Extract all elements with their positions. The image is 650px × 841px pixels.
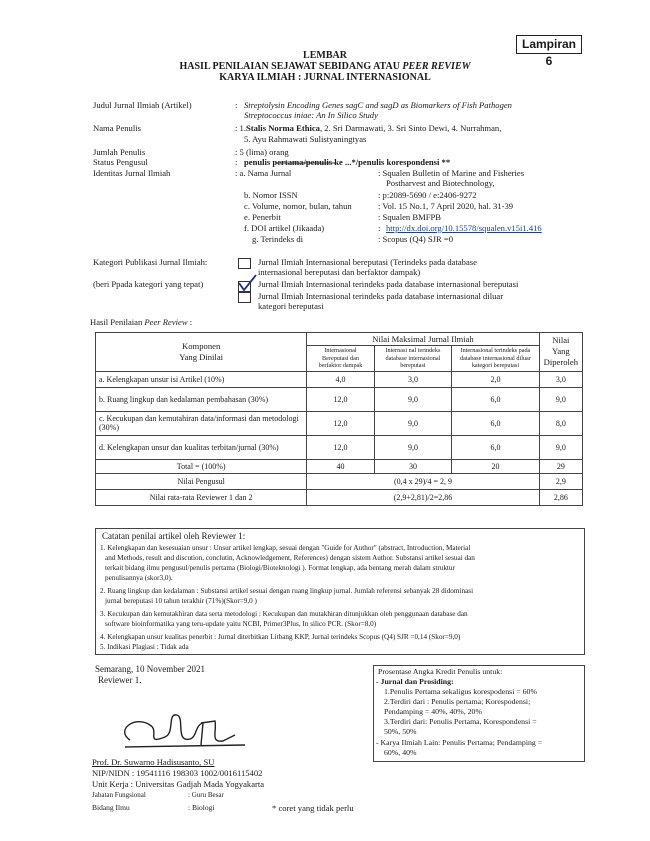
row-value-2: 3,0: [374, 371, 451, 387]
total-value-3: 20: [452, 459, 540, 473]
col-header-diluar: Internasional terindeks pada database internasional diluar kategori bereputasi: [452, 346, 540, 372]
score-table: [95, 332, 583, 506]
table-row: [96, 371, 583, 387]
row-score: 9,0: [539, 435, 582, 459]
issn-value: : p:2089-5690 / e:2406-9272: [378, 190, 477, 200]
col-header-bereputasi: Internasional Bereputasi dan berfaktor dampak: [307, 346, 374, 372]
prosentase-line-1: - Jurnal dan Prosiding:: [376, 677, 454, 686]
kategori-label: Kategori Publikasi Jurnal Ilmiah:: [93, 257, 208, 267]
rata-label: Nilai rata-rata Reviewer 1 dan 2: [96, 489, 307, 505]
title-line-1: LEMBAR: [303, 50, 347, 61]
nama-jurnal-label: : a. Nama Jurnal: [235, 168, 292, 178]
volume-value: : Vol. 15 No.1, 7 April 2020, hal. 31-39: [378, 201, 514, 211]
title-line-2-text: HASIL PENILAIAN SEJAWAT SEBIDANG ATAU: [179, 61, 403, 72]
total-label: Total = (100%): [96, 459, 307, 473]
pengusul-formula: (0,4 x 29)/4 = 2, 9: [307, 473, 539, 489]
terindeks-value: : Scopus (Q4) SJR =0: [378, 234, 454, 244]
penerbit-value: : Squalen BMFPB: [378, 212, 442, 222]
category-checkbox-3[interactable]: [238, 292, 251, 303]
doi-colon: :: [378, 223, 381, 233]
table-row: [96, 411, 583, 435]
prosentase-line-6: 50%, 50%: [384, 727, 417, 736]
category-option-2: Jurnal Ilmiah Internasional terindeks pada database internasional bereputasi: [258, 279, 519, 289]
bidang-label: Bidang Ilmu: [92, 803, 130, 812]
nama-jurnal-value-1: : Squalen Bulletin of Marine and Fisheries: [378, 168, 525, 178]
rata-formula: (2,9+2,81)/2=2,86: [307, 489, 539, 505]
penulis-value-1: : 1.Stalis Norma Ethica, 2. Sri Darmawati, 3. Sri Sinto Dewi, 4. Nurrahman,: [235, 123, 502, 133]
row-value-3: 6,0: [452, 411, 540, 435]
category-checkbox-1[interactable]: [238, 258, 251, 269]
row-value-1: 12,0: [307, 387, 374, 411]
title-line-2-italic: PEER REVIEW: [402, 61, 471, 72]
reviewer-unit: Unit Kerja : Universitas Gadjah Mada Yogyakarta: [92, 779, 265, 789]
lampiran-label: Lampiran 6: [516, 35, 582, 54]
total-row: [96, 459, 583, 473]
place-date: Semarang, 10 November 2021: [95, 664, 205, 674]
note-5: 5. Indikasi Plagiasi : Tidak ada: [100, 643, 189, 651]
note-1-line-1: 1. Kelengkapan dan kesesuaian unsur : Unsur artikel lengkap, sesuai dengan "Guide for Author" (abstract, Introduction, Material: [100, 544, 471, 552]
notes-title: Catatan penilai artikel oleh Reviewer 1:: [102, 531, 246, 541]
pengusul-label: Nilai Pengusul: [96, 473, 307, 489]
jabatan-label: Jabatan Fungsional: [92, 791, 146, 799]
penulis-rest: , 2. Sri Darmawati, 3. Sri Sinto Dewi, 4. Nurrahman,: [319, 123, 502, 133]
penerbit-label: e. Penerbit: [244, 212, 281, 222]
category-option-1-line-2: internasional bereputasi dan berfaktor dampak): [258, 267, 421, 277]
prosentase-line-2: 1.Penulis Pertama sekaligus korespodensi = 60%: [384, 687, 537, 696]
strikethrough-mark: [275, 158, 375, 168]
penulis-label: Nama Penulis: [93, 123, 141, 133]
row-label: a. Kelengkapan unsur isi Artikel (10%): [96, 371, 307, 387]
judul-value-2: Streptococcus iniae: An In Silico Study: [244, 110, 378, 120]
row-value-3: 2,0: [452, 371, 540, 387]
note-1-line-4: penulisannya (skor3,0).: [105, 574, 173, 582]
signature-image: [105, 695, 255, 755]
reviewer-label: Reviewer 1.: [98, 675, 142, 685]
category-option-1-line-1: Jurnal Ilmiah Internasional bereputasi (Terindeks pada database: [258, 257, 477, 267]
nama-jurnal-value-2: Postharvest and Biotechnology,: [386, 178, 495, 188]
kategori-hint: (beri Ppada kategori yang tepat): [93, 279, 204, 289]
jabatan-value: : Guru Besar: [188, 791, 224, 799]
row-value-1: 12,0: [307, 411, 374, 435]
category-option-3-line-1: Jurnal Ilmiah Internasional terindeks pada database internasional diluar: [258, 291, 504, 301]
note-3-line-2: software bioinformatika yang teru-update yaitu NCBI, Primer3Plus, In silico PCR. (Skor=8,0): [105, 620, 377, 628]
bidang-value: : Biologi: [188, 803, 215, 812]
rata-row: [96, 489, 583, 505]
rata-value: 2,86: [539, 489, 582, 505]
nilai-diperoleh-header: Nilai Yang Diperoleh: [539, 333, 582, 372]
row-label: d. Kelengkapan unsur dan kualitas terbitan/jurnal (30%): [96, 435, 307, 459]
row-label: c. Kecukupan dan kemutahiran data/informasi dan metodologi (30%): [96, 411, 307, 435]
category-option-3-line-2: kategori bereputasi: [258, 301, 324, 311]
table-row: [96, 435, 583, 459]
row-value-1: 12,0: [307, 435, 374, 459]
row-value-1: 4,0: [307, 371, 374, 387]
komponen-header: Komponen Yang Dinilai: [96, 333, 307, 372]
row-label: b. Ruang lingkup dan kedalaman pembahasan (30%): [96, 387, 307, 411]
doi-label: f. DOI artikel (Jikaada): [244, 223, 325, 233]
title-line-3: KARYA ILMIAH : JURNAL INTERNASIONAL: [219, 72, 431, 83]
penulis-first-author: Stalis Norma Ethica: [245, 123, 320, 133]
note-2-line-1: 2. Ruang lingkup dan kedalaman : Substansi artikel sesuai dengan ruang lingkup jurnal. Jumlah referensi sebanyak 28 didominasi: [100, 587, 474, 595]
row-value-3: 6,0: [452, 387, 540, 411]
row-value-2: 9,0: [374, 411, 451, 435]
jumlah-value: : 5 (lima) orang: [235, 147, 289, 157]
prosentase-line-5: 3.Terdiri dari: Penulis Pertama, Korespondensi =: [384, 717, 537, 726]
judul-label: Judul Jurnal Ilmiah (Artikel): [93, 100, 192, 110]
issn-label: b. Nomor ISSN: [244, 190, 298, 200]
note-2-line-2: jurnal bereputasi 10 tahun terakhir (71%)(Skor=9,0 ): [105, 597, 257, 605]
penulis-value-2: 5. Ayu Rahmawati Sulistyaningtyas: [244, 134, 367, 144]
row-value-2: 9,0: [374, 387, 451, 411]
hasil-penilaian-label: Hasil Penilaian Peer Review :: [90, 317, 193, 327]
row-score: 3,0: [539, 371, 582, 387]
pengusul-value: 2,9: [539, 473, 582, 489]
prosentase-line-4: Pendamping = 40%, 40%, 20%: [384, 707, 482, 716]
judul-colon: :: [235, 100, 238, 110]
table-row: [96, 387, 583, 411]
title-line-2: [0, 61, 650, 72]
total-score: 29: [539, 459, 582, 473]
reviewer-notes-box: [95, 528, 585, 655]
note-3-line-1: 3. Kecukupan dan kemutakhiran data serta metodologi : Kecukupan dan mutakhiran ditunjukkan oleh penggunaan database dan: [100, 610, 468, 618]
jumlah-label: Jumlah Penulis: [93, 147, 146, 157]
prosentase-line-7: - Karya Ilmiah Lain: Penulis Pertama; Pendamping =: [376, 738, 543, 747]
terindeks-label: g. Terindeks di: [252, 234, 304, 244]
judul-value-1: Streptolysin Encoding Genes sagC and sagD as Biomarkers of Fish Pathogen: [244, 100, 512, 110]
col-header-terindeks: Internasi nal terindeks database internasional bereputasi: [374, 346, 451, 372]
reviewer-name: Prof. Dr. Suwarno Hadisusanto, SU: [92, 757, 215, 767]
note-1-line-2: and Methods, result and discution, conclutin, Acknowledgement, References) dengan sistem Author. Substansi artikel sesuai dan: [105, 554, 475, 562]
identitas-label: Identitas Jurnal Ilmiah: [93, 168, 171, 178]
row-score: 8,0: [539, 411, 582, 435]
status-label: Status Pengusul: [93, 157, 148, 167]
prosentase-box: [373, 665, 585, 762]
prosentase-line-3: 2.Terdiri dari : Penulis pertama; Korespodensi;: [384, 697, 531, 706]
check-mark-icon: [236, 273, 258, 293]
status-value: penulis pertama/penulis ke ...*/penulis korespondensi **: [244, 157, 451, 167]
row-value-2: 9,0: [374, 435, 451, 459]
volume-label: c. Volume, nomor, bulan, tahun: [244, 201, 352, 211]
row-value-3: 6,0: [452, 435, 540, 459]
prosentase-title: Prosentase Angka Kredit Penulis untuk:: [378, 667, 503, 676]
total-value-2: 30: [374, 459, 451, 473]
row-score: 9,0: [539, 387, 582, 411]
nilai-maks-header: Nilai Maksimal Jurnal Ilmiah: [307, 333, 539, 346]
reviewer-nip: NIP/NIDN : 19541116 198303 1002/0016115402: [92, 768, 263, 778]
total-value-1: 40: [307, 459, 374, 473]
doi-link[interactable]: http://dx.doi.org/10.15578/squalen.v15i1.416: [386, 223, 542, 233]
prosentase-line-8: 60%, 40%: [384, 748, 417, 757]
note-1-line-3: terkait bidang ilmu pengusul/penulis pertama (Biologi/Bioteknologi ). Format lengkap, ada bentang merah dalam struktur: [105, 564, 455, 572]
coret-note: * coret yang tidak perlu: [272, 803, 354, 813]
pengusul-row: [96, 473, 583, 489]
note-4: 4. Kelengkapan unsur kualitas penerbit : Jurnal diterbitkan Litbang KKP, Jurnal terindeks Scopus (Q4) SJR =0,14 (Skor=9,0): [100, 633, 461, 641]
status-colon: :: [235, 157, 238, 167]
